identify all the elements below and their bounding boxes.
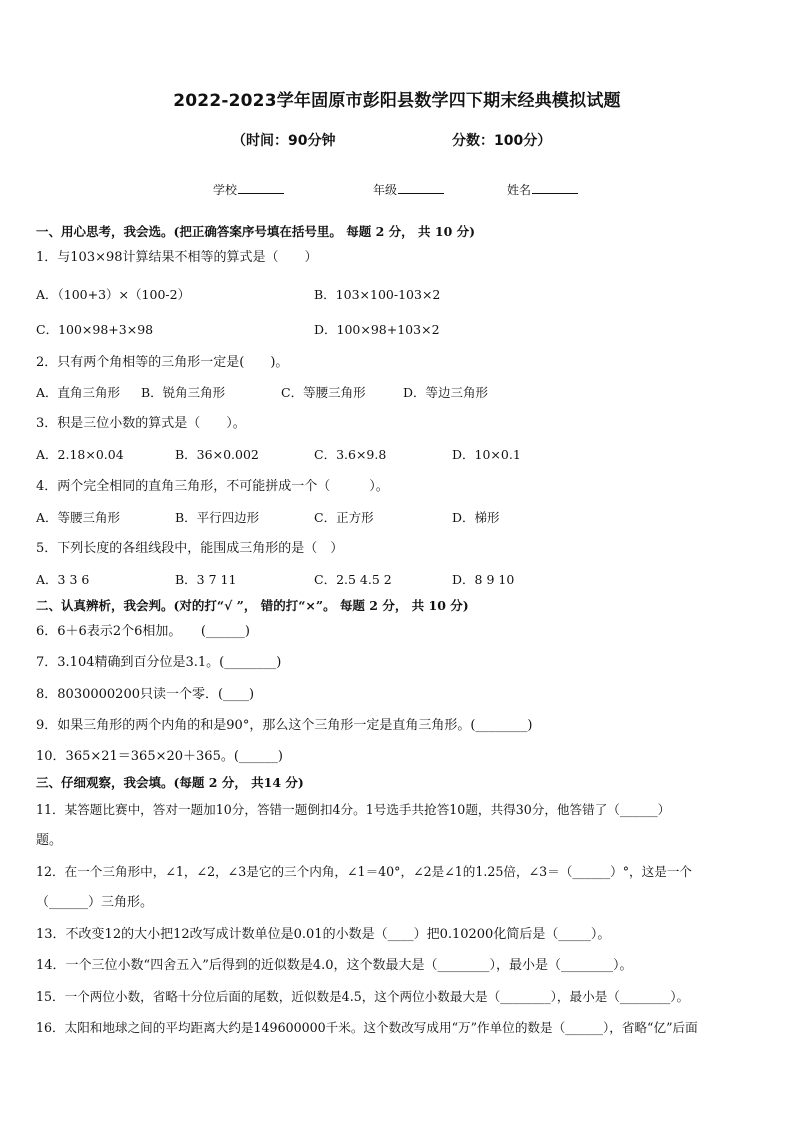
q13-text[interactable]: 13．不改变12的大小把12改写成计数单位是0.01的小数是（____）把0.10200化简后是（_____）。 bbox=[36, 927, 611, 942]
q8-text[interactable]: 8．8030000200只读一个零．(____) bbox=[36, 687, 255, 702]
q3-option-d[interactable]: D．10×0.1 bbox=[452, 447, 521, 462]
grade-field[interactable] bbox=[373, 181, 444, 198]
school-field[interactable] bbox=[213, 181, 284, 198]
name-label: 姓名 bbox=[507, 183, 532, 197]
q1-option-c[interactable]: C．100×98+3×98 bbox=[36, 322, 154, 337]
q5-option-d[interactable]: D．8 9 10 bbox=[452, 572, 515, 587]
q1-option-d[interactable]: D．100×98+103×2 bbox=[314, 322, 440, 337]
q4-option-a[interactable]: A．等腰三角形 bbox=[36, 510, 121, 525]
school-label: 学校 bbox=[213, 183, 238, 197]
q11-line1[interactable]: 11．某答题比赛中，答对一题加10分，答错一题倒扣4分。1号选手共抢答10题，共得30分，他答错了（______） bbox=[36, 802, 671, 817]
q3-option-a[interactable]: A．2.18×0.04 bbox=[36, 447, 124, 462]
q5-option-c[interactable]: C．2.5 4.5 2 bbox=[314, 572, 392, 587]
page-title: 2022-2023学年固原市彭阳县数学四下期末经典模拟试题 bbox=[173, 91, 621, 111]
q4-stem: 4．两个完全相同的直角三角形，不可能拼成一个（ ）。 bbox=[36, 479, 389, 494]
q16-line1[interactable]: 16．太阳和地球之间的平均距离大约是149600000千米。这个数改写成用“万”作单位的数是（______），省略“亿”后面 bbox=[36, 1020, 698, 1035]
q10-text[interactable]: 10．365×21＝365×20＋365。(______) bbox=[36, 749, 283, 764]
q2-stem: 2．只有两个角相等的三角形一定是( )。 bbox=[36, 355, 289, 370]
q9-text[interactable]: 9．如果三角形的两个内角的和是90°，那么这个三角形一定是直角三角形。(________) bbox=[36, 718, 533, 733]
q3-stem: 3．积是三位小数的算式是（ ）。 bbox=[36, 416, 246, 431]
q12-line1[interactable]: 12．在一个三角形中，∠1，∠2，∠3是它的三个内角，∠1＝40°，∠2是∠1的1.25倍，∠3＝（______）°，这是一个 bbox=[36, 864, 693, 879]
q5-option-a[interactable]: A．3 3 6 bbox=[36, 572, 90, 587]
school-blank[interactable] bbox=[238, 181, 284, 194]
q7-text[interactable]: 7．3.104精确到百分位是3.1。(________) bbox=[36, 655, 282, 670]
exam-score: 分数：100分） bbox=[452, 133, 552, 149]
section2-heading: 二、认真辨析，我会判。(对的打“√ ”， 错的打“×”。 每题 2 分， 共 10 分) bbox=[36, 598, 469, 613]
q5-stem: 5．下列长度的各组线段中，能围成三角形的是（ ） bbox=[36, 541, 344, 556]
q2-option-c[interactable]: C．等腰三角形 bbox=[281, 385, 366, 400]
q4-option-b[interactable]: B．平行四边形 bbox=[175, 510, 260, 525]
name-blank[interactable] bbox=[532, 181, 578, 194]
q1-option-a[interactable]: A．（100+3）×（100-2） bbox=[36, 287, 191, 302]
q3-option-b[interactable]: B．36×0.002 bbox=[175, 447, 259, 462]
q4-option-d[interactable]: D．梯形 bbox=[452, 510, 500, 525]
q5-option-b[interactable]: B．3 7 11 bbox=[175, 572, 237, 587]
exam-time: （时间：90分钟 bbox=[232, 133, 336, 149]
q11-line2: 题。 bbox=[36, 833, 63, 848]
q12-line2[interactable]: （______）三角形。 bbox=[36, 895, 154, 910]
grade-label: 年级 bbox=[373, 183, 398, 197]
q2-option-b[interactable]: B．锐角三角形 bbox=[141, 385, 226, 400]
q4-option-c[interactable]: C．正方形 bbox=[314, 510, 374, 525]
section3-heading: 三、仔细观察，我会填。(每题 2 分， 共14 分) bbox=[36, 775, 304, 790]
name-field[interactable] bbox=[507, 181, 578, 198]
q15-text[interactable]: 15．一个两位小数，省略十分位后面的尾数，近似数是4.5，这个两位小数最大是（________），最小是（________）。 bbox=[36, 989, 690, 1004]
q1-option-b[interactable]: B．103×100-103×2 bbox=[314, 287, 441, 302]
q3-option-c[interactable]: C．3.6×9.8 bbox=[314, 447, 387, 462]
q2-option-a[interactable]: A．直角三角形 bbox=[36, 385, 121, 400]
grade-blank[interactable] bbox=[398, 181, 444, 194]
q6-text[interactable]: 6．6＋6表示2个6相加。 (______) bbox=[36, 624, 250, 639]
q1-stem: 1．与103×98计算结果不相等的算式是（ ） bbox=[36, 250, 318, 265]
q2-option-d[interactable]: D．等边三角形 bbox=[403, 385, 489, 400]
section1-heading: 一、用心思考，我会选。(把正确答案序号填在括号里。 每题 2 分， 共 10 分) bbox=[36, 224, 476, 239]
q14-text[interactable]: 14．一个三位小数“四舍五入”后得到的近似数是4.0，这个数最大是（________），最小是（________）。 bbox=[36, 958, 633, 973]
